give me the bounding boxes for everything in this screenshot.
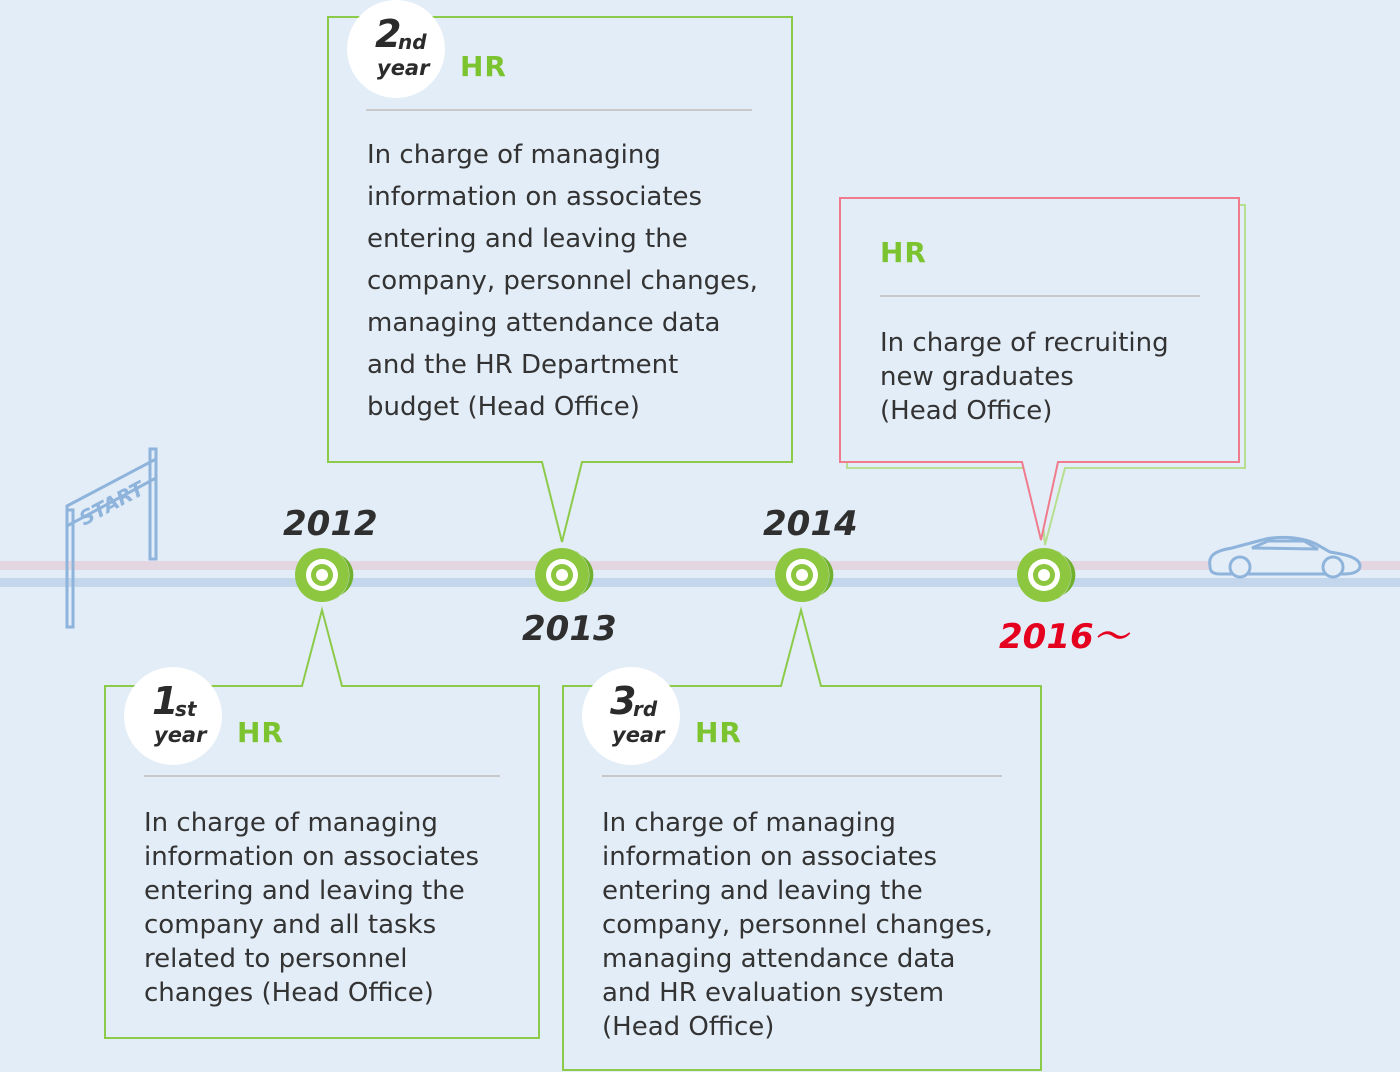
divider [880, 295, 1200, 297]
badge-number: 3 [610, 679, 635, 723]
role-description: In charge of managing information on associates entering and leaving the company and all tasks related to personnel changes (Head Office) [144, 808, 480, 1008]
badge-number: 2 [375, 12, 400, 56]
department-label: HR [880, 236, 927, 269]
brake-disc-icon [775, 548, 833, 602]
badge-suffix: st [175, 697, 197, 721]
start-gate-icon [67, 449, 156, 627]
car-icon [1210, 537, 1360, 577]
badge-word: year [377, 56, 430, 80]
divider [366, 109, 752, 111]
year-label-2012: 2012 [283, 504, 378, 544]
department-label: HR [237, 716, 284, 749]
start-sign-label: START [75, 476, 149, 531]
badge-number: 1 [152, 679, 177, 723]
year-label-2014: 2014 [763, 504, 858, 544]
divider [144, 775, 500, 777]
year-badge-1st [124, 667, 222, 765]
role-description: In charge of managing information on associates entering and leaving the company, personnel changes, managing attendance data and the HR Department budget (Head Office) [367, 140, 758, 422]
department-label: HR [460, 50, 507, 83]
department-label: HR [695, 716, 742, 749]
role-description: In charge of managing information on associates entering and leaving the company, personnel changes, managing attendance data and HR evaluation system (Head Office) [602, 808, 993, 1042]
badge-suffix: nd [398, 30, 427, 54]
year-badge-2nd [347, 0, 445, 98]
role-description: In charge of recruiting new graduates (Head Office) [880, 328, 1169, 426]
badge-word: year [612, 723, 665, 747]
brake-disc-icon [535, 548, 593, 602]
year-badge-3rd [582, 667, 680, 765]
brake-disc-icon [295, 548, 353, 602]
year-label-2013: 2013 [522, 609, 617, 649]
badge-word: year [154, 723, 207, 747]
divider [602, 775, 1002, 777]
year-label-2016: 2016～ [999, 617, 1128, 657]
badge-suffix: rd [633, 697, 658, 721]
brake-disc-icon [1017, 548, 1075, 602]
